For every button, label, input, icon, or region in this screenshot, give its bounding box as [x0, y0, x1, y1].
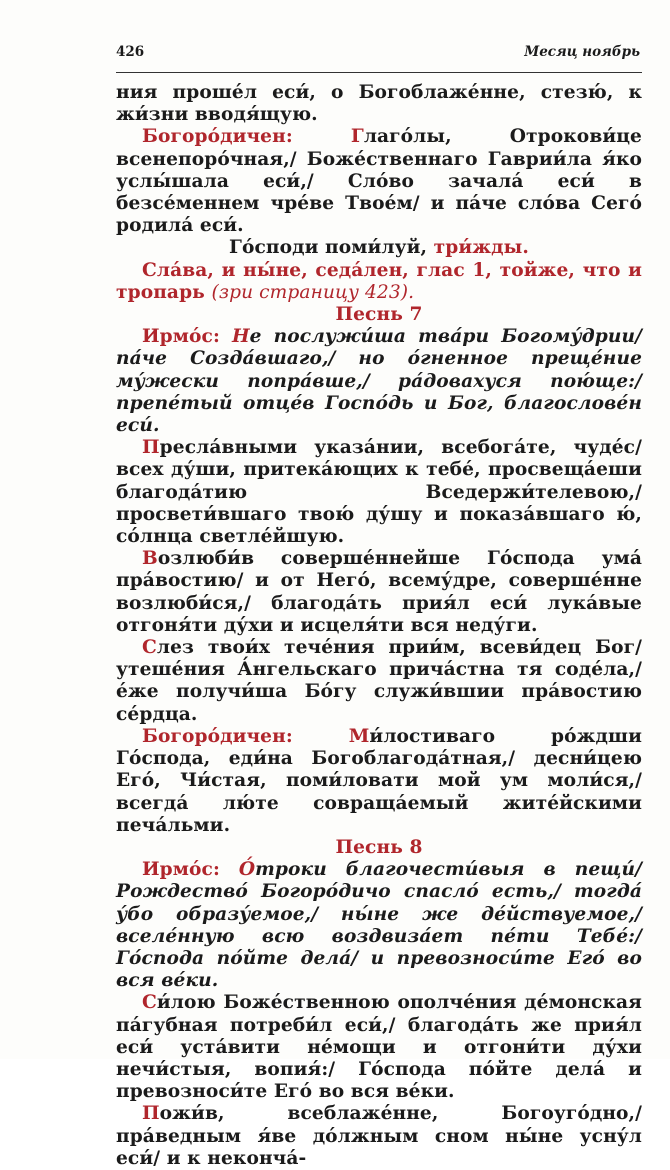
initial-letter: О́: [238, 859, 256, 881]
theotokion-label: Богоро́дичен:: [142, 725, 349, 747]
troparion-text: ожи́в, всеблаже́нне, Богоуго́дно,/ пра́ведным я́ве до́лжным сном ны́не усну́л еси́/ и к некончá-: [116, 1103, 642, 1169]
ode-8-irmos: [116, 859, 642, 992]
running-title: Месяц ноябрь: [524, 44, 640, 60]
ode-8-troparion-1: [116, 992, 642, 1103]
initial-letter: М: [348, 725, 370, 747]
ode-7-troparion-3: [116, 637, 642, 726]
ode-7-irmos: [116, 326, 642, 437]
initial-letter: С: [142, 992, 157, 1014]
page-header: [116, 44, 640, 66]
irmos-label: Ирмо́с:: [142, 859, 239, 881]
troparion-text: и́лою Боже́ственною ополче́ния де́монская па́губная потреби́л еси́,/ благода́ть же прия́л еси́ уста́вити не́мощи и отгони́ти ду́хи нечи́стыя, вопия́:/ Го́спода по́йте дела́ и превозноси́те Его́ во вся ве́ки.: [116, 992, 642, 1103]
lord-have-mercy: [116, 237, 642, 259]
page-text: [116, 82, 642, 1170]
page-number: 426: [116, 44, 145, 60]
initial-letter: П: [142, 437, 160, 459]
ode-7-theotokion: [116, 726, 642, 837]
glory-rubric: [116, 260, 642, 304]
paragraph-continuation: ния проше́л еси́, о Богоблаже́нне, стезю́, к жи́зни вводя́щую.: [116, 82, 642, 126]
initial-letter: С: [142, 637, 157, 659]
ode-7-troparion-1: [116, 437, 642, 548]
theotokion-1: [116, 126, 642, 237]
irmos-text: е послужи́ша тва́ри Богому́дрии/ па́че Созда́вшаго,/ но о́гненное преще́ние му́жески попра́вше,/ ра́довахуся пою́ще:/ препе́тый отце́в Госпо́дь и Бог, благослове́н еси́.: [116, 326, 642, 437]
troparion-text: ресла́вными указа́нии, всебога́те, чуде́с/ всех ду́ши, притека́ющих к тебе́, просвеща́еши благода́тию Вседержи́телевою,/ просвети́вшаго твою́ ду́шу и показа́вшаго ю́, со́лнца светле́йшую.: [116, 437, 642, 548]
page-reference: (зри страницу 423).: [211, 281, 415, 303]
irmos-text: троки благочести́выя в пещи́/ Рождество́ Богоро́дичо спасло́ есть,/ тогда́ у́бо образу́емое,/ ны́не же де́йствуемое,/ вселе́нную всю воздвиза́ет пе́ти Тебе́:/ Го́спода по́йте дела́/ и превозноси́те Его́ во вся ве́ки.: [116, 859, 642, 992]
ode-8-title: Песнь 8: [335, 836, 423, 858]
lord-have-mercy-text: Го́споди поми́луй,: [229, 237, 434, 259]
initial-letter: Н: [232, 326, 250, 348]
initial-letter: Г: [350, 126, 364, 148]
irmos-label: Ирмо́с:: [142, 326, 232, 348]
ode-7-title: Песнь 7: [335, 304, 423, 326]
ode-8-troparion-2: [116, 1103, 642, 1170]
glory-rubric-text: Сла́ва, и ны́не, седа́лен, глас 1, тойже, что и тропарь: [116, 259, 642, 303]
initial-letter: П: [142, 1103, 160, 1125]
theotokion-text: лаго́лы, Отрокови́це всенепоро́чная,/ Боже́ственнаго Гаврии́ла я́ко услы́шала еси́,/ Сло́во зачала́ еси́ в безсе́меннем чре́ве Твое́м/ и па́че сло́ва Сего́ родила́ еси́.: [116, 126, 642, 237]
initial-letter: В: [142, 548, 158, 570]
theotokion-text: и́лостиваго ро́ждши Го́спода, еди́на Богоблагода́тная,/ десни́цею Его́, Чи́стая, поми́ловати мой ум моли́ся,/ всегда́ лю́те совраща́емый жите́йскими печа́льми.: [116, 725, 643, 836]
theotokion-label: Богоро́дичен:: [142, 126, 351, 148]
troparion-text: лез твои́х тече́ния прии́м, всеви́дец Бог/ утеше́ния А́нгельскаго прича́стна тя соде́ла,/ е́же получи́ша Бо́гу служи́вшии пра́востию се́рдца.: [116, 637, 642, 725]
thrice-rubric: три́жды.: [433, 237, 529, 259]
ode-7-troparion-2: [116, 548, 642, 637]
header-rule: [116, 72, 642, 73]
troparion-text: озлюби́в соверше́ннейше Го́спода ума́ пра́востию/ и от Него́, всему́дре, соверше́нне возлюби́ся,/ благода́ть прия́л еси́ лука́вые отгоня́ти ду́хи и исцеля́ти вся неду́ги.: [116, 548, 642, 636]
